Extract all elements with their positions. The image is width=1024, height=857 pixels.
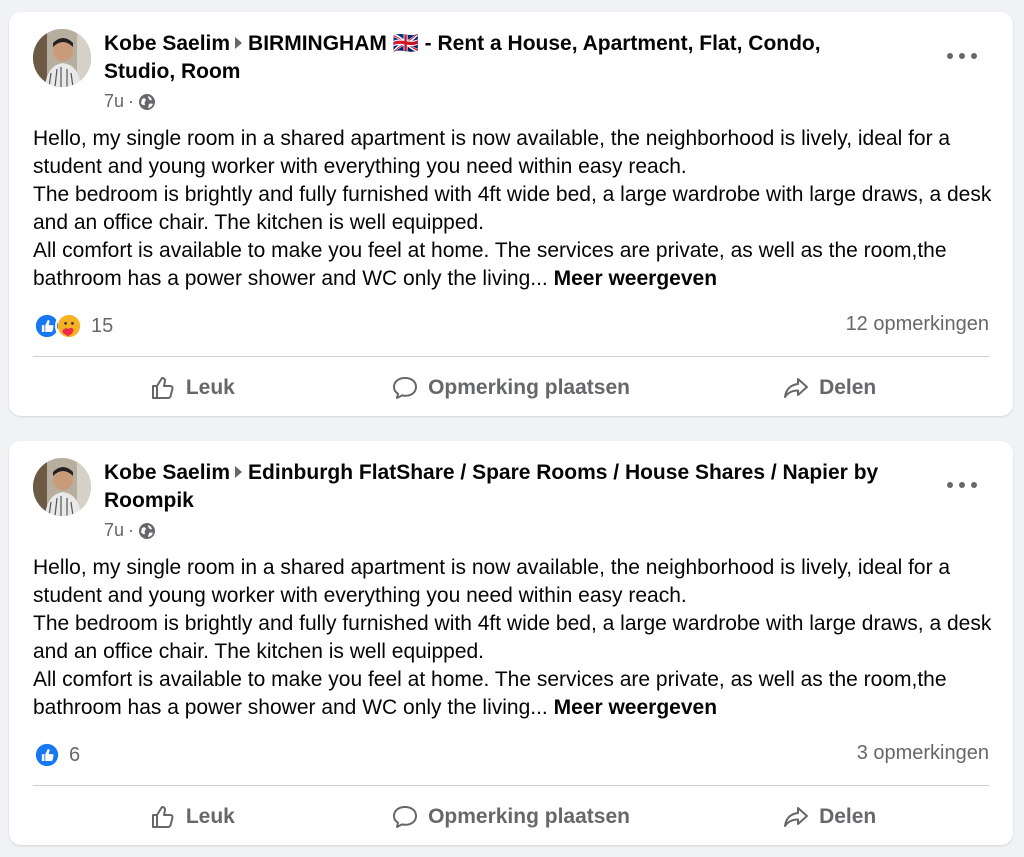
share-label: Delen <box>819 376 877 399</box>
thumbs-up-icon <box>150 375 176 401</box>
post-body <box>33 125 993 293</box>
post-meta <box>104 91 156 112</box>
like-reaction-icon <box>33 741 61 769</box>
post-header <box>104 459 894 515</box>
globe-icon <box>138 93 156 111</box>
comment-bubble-icon <box>392 804 418 830</box>
like-label: Leuk <box>185 376 235 399</box>
share-button[interactable] <box>670 797 989 837</box>
avatar[interactable] <box>33 458 91 516</box>
comments-count[interactable]: 12 opmerkingen <box>845 313 989 335</box>
like-button[interactable] <box>33 797 352 837</box>
post-paragraph: The bedroom is brightly and fully furnished with 4ft wide bed, a large wardrobe with large draws, a desk and an office chair. The kitchen is well equipped. <box>33 612 992 663</box>
share-button[interactable] <box>670 368 989 408</box>
more-options-icon[interactable] <box>947 479 977 491</box>
post-paragraph: The bedroom is brightly and fully furnished with 4ft wide bed, a large wardrobe with large draws, a desk and an office chair. The kitchen is well equipped. <box>33 183 992 234</box>
divider <box>33 356 989 357</box>
caret-right-icon <box>234 30 243 58</box>
post-card <box>9 12 1013 416</box>
share-arrow-icon <box>783 375 809 401</box>
group-name[interactable]: Edinburgh FlatShare / Spare Rooms / House Shares / Napier by Roompik <box>104 461 879 513</box>
action-bar <box>33 368 989 408</box>
post-paragraph <box>33 237 993 293</box>
reactions-summary[interactable] <box>33 311 113 341</box>
author-name[interactable]: Kobe Saelim <box>104 32 231 55</box>
reaction-count: 6 <box>69 743 81 766</box>
post-paragraph: Hello, my single room in a shared apartment is now available, the neighborhood is lively, ideal for a student and young worker with everything you need within easy reach. <box>33 556 951 607</box>
more-options-icon[interactable] <box>947 50 977 62</box>
reaction-count: 15 <box>91 314 114 337</box>
globe-icon <box>138 522 156 540</box>
see-more-link[interactable]: Meer weergeven <box>553 696 718 719</box>
comment-label: Opmerking plaatsen <box>428 376 630 399</box>
post-body <box>33 554 993 722</box>
post-meta <box>104 520 156 541</box>
reactions-summary[interactable] <box>33 740 80 770</box>
post-paragraph <box>33 666 993 722</box>
post-time[interactable]: 7u <box>104 520 125 540</box>
post-paragraph-text: All comfort is available to make you feel at home. The services are private, as well as the room,the bathroom has a power shower and WC only the living... <box>33 239 947 290</box>
post-header <box>104 30 894 86</box>
thumbs-up-icon <box>150 804 176 830</box>
comment-label: Opmerking plaatsen <box>428 805 630 828</box>
comment-bubble-icon <box>392 375 418 401</box>
share-arrow-icon <box>783 804 809 830</box>
avatar[interactable] <box>33 29 91 87</box>
comment-button[interactable] <box>352 797 671 837</box>
meta-separator: · <box>128 91 135 111</box>
divider <box>33 785 989 786</box>
post-paragraph: Hello, my single room in a shared apartment is now available, the neighborhood is lively, ideal for a student and young worker with everything you need within easy reach. <box>33 127 951 178</box>
group-name[interactable]: BIRMINGHAM 🇬🇧 - Rent a House, Apartment, Flat, Condo, Studio, Room <box>104 32 821 84</box>
comments-count[interactable]: 3 opmerkingen <box>856 742 989 764</box>
action-bar <box>33 797 989 837</box>
author-name[interactable]: Kobe Saelim <box>104 461 231 484</box>
avatar-photo <box>33 29 91 87</box>
post-card <box>9 441 1013 845</box>
like-label: Leuk <box>185 805 235 828</box>
share-label: Delen <box>819 805 877 828</box>
meta-separator: · <box>128 520 135 540</box>
caret-right-icon <box>234 459 243 487</box>
comment-button[interactable] <box>352 368 671 408</box>
post-paragraph-text: All comfort is available to make you feel at home. The services are private, as well as the room,the bathroom has a power shower and WC only the living... <box>33 668 947 719</box>
see-more-link[interactable]: Meer weergeven <box>553 267 718 290</box>
like-button[interactable] <box>33 368 352 408</box>
post-time[interactable]: 7u <box>104 91 125 111</box>
avatar-photo <box>33 458 91 516</box>
care-reaction-icon <box>55 312 83 340</box>
